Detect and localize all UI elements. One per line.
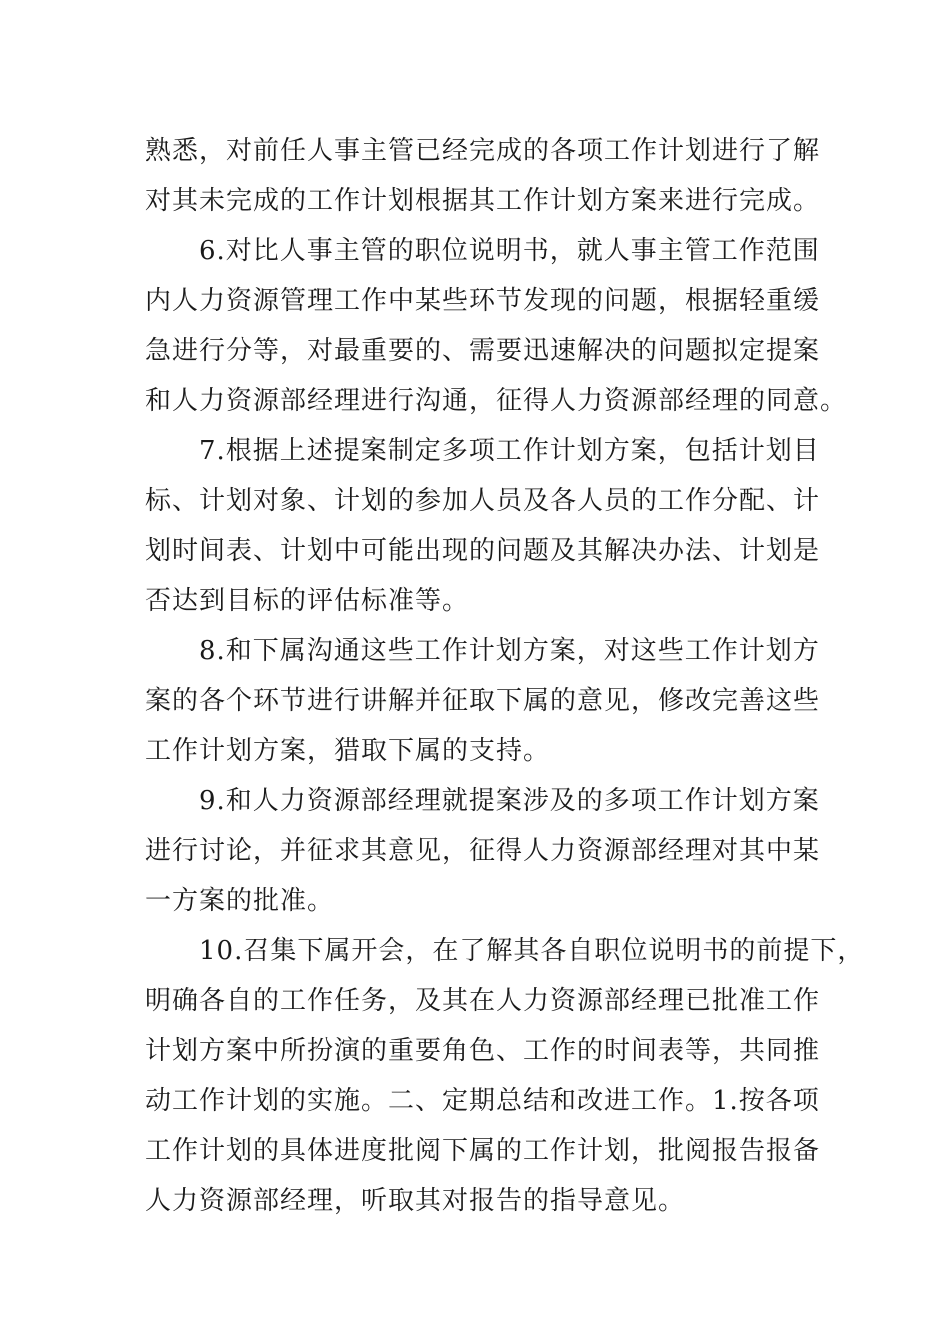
text-line: 明确各自的工作任务，及其在人力资源部经理已批准工作: [145, 986, 821, 1016]
text-line: 一方案的批准。: [145, 886, 335, 916]
text-line: 划时间表、计划中可能出现的问题及其解决办法、计划是: [145, 536, 821, 566]
text-line: 标、计划对象、计划的参加人员及各人员的工作分配、计: [145, 486, 821, 516]
document-body: [145, 126, 865, 1226]
text-line: 6.对比人事主管的职位说明书，就人事主管工作范围: [199, 236, 820, 266]
text-line: 和人力资源部经理进行沟通，征得人力资源部经理的同意。: [145, 386, 848, 416]
text-line: 动工作计划的实施。二、定期总结和改进工作。1.按各项: [145, 1086, 820, 1116]
text-line: 否达到目标的评估标准等。: [145, 586, 470, 616]
text-line: 人力资源部经理，听取其对报告的指导意见。: [145, 1186, 686, 1216]
text-line: 工作计划方案，猎取下属的支持。: [145, 736, 551, 766]
text-line: 工作计划的具体进度批阅下属的工作计划，批阅报告报备: [145, 1136, 821, 1166]
text-line: 进行讨论，并征求其意见，征得人力资源部经理对其中某: [145, 836, 821, 866]
text-line: 9.和人力资源部经理就提案涉及的多项工作计划方案: [199, 786, 820, 816]
text-line: 熟悉，对前任人事主管已经完成的各项工作计划进行了解: [145, 136, 821, 166]
text-line: 对其未完成的工作计划根据其工作计划方案来进行完成。: [145, 186, 821, 216]
text-line: 案的各个环节进行讲解并征取下属的意见，修改完善这些: [145, 686, 821, 716]
text-line: 10.召集下属开会，在了解其各自职位说明书的前提下，: [199, 936, 865, 966]
text-line: 急进行分等，对最重要的、需要迅速解决的问题拟定提案: [145, 336, 821, 366]
text-line: 7.根据上述提案制定多项工作计划方案，包括计划目: [199, 436, 820, 466]
text-line: 8.和下属沟通这些工作计划方案，对这些工作计划方: [199, 636, 820, 666]
text-line: 计划方案中所扮演的重要角色、工作的时间表等，共同推: [145, 1036, 821, 1066]
text-line: 内人力资源管理工作中某些环节发现的问题，根据轻重缓: [145, 286, 821, 316]
